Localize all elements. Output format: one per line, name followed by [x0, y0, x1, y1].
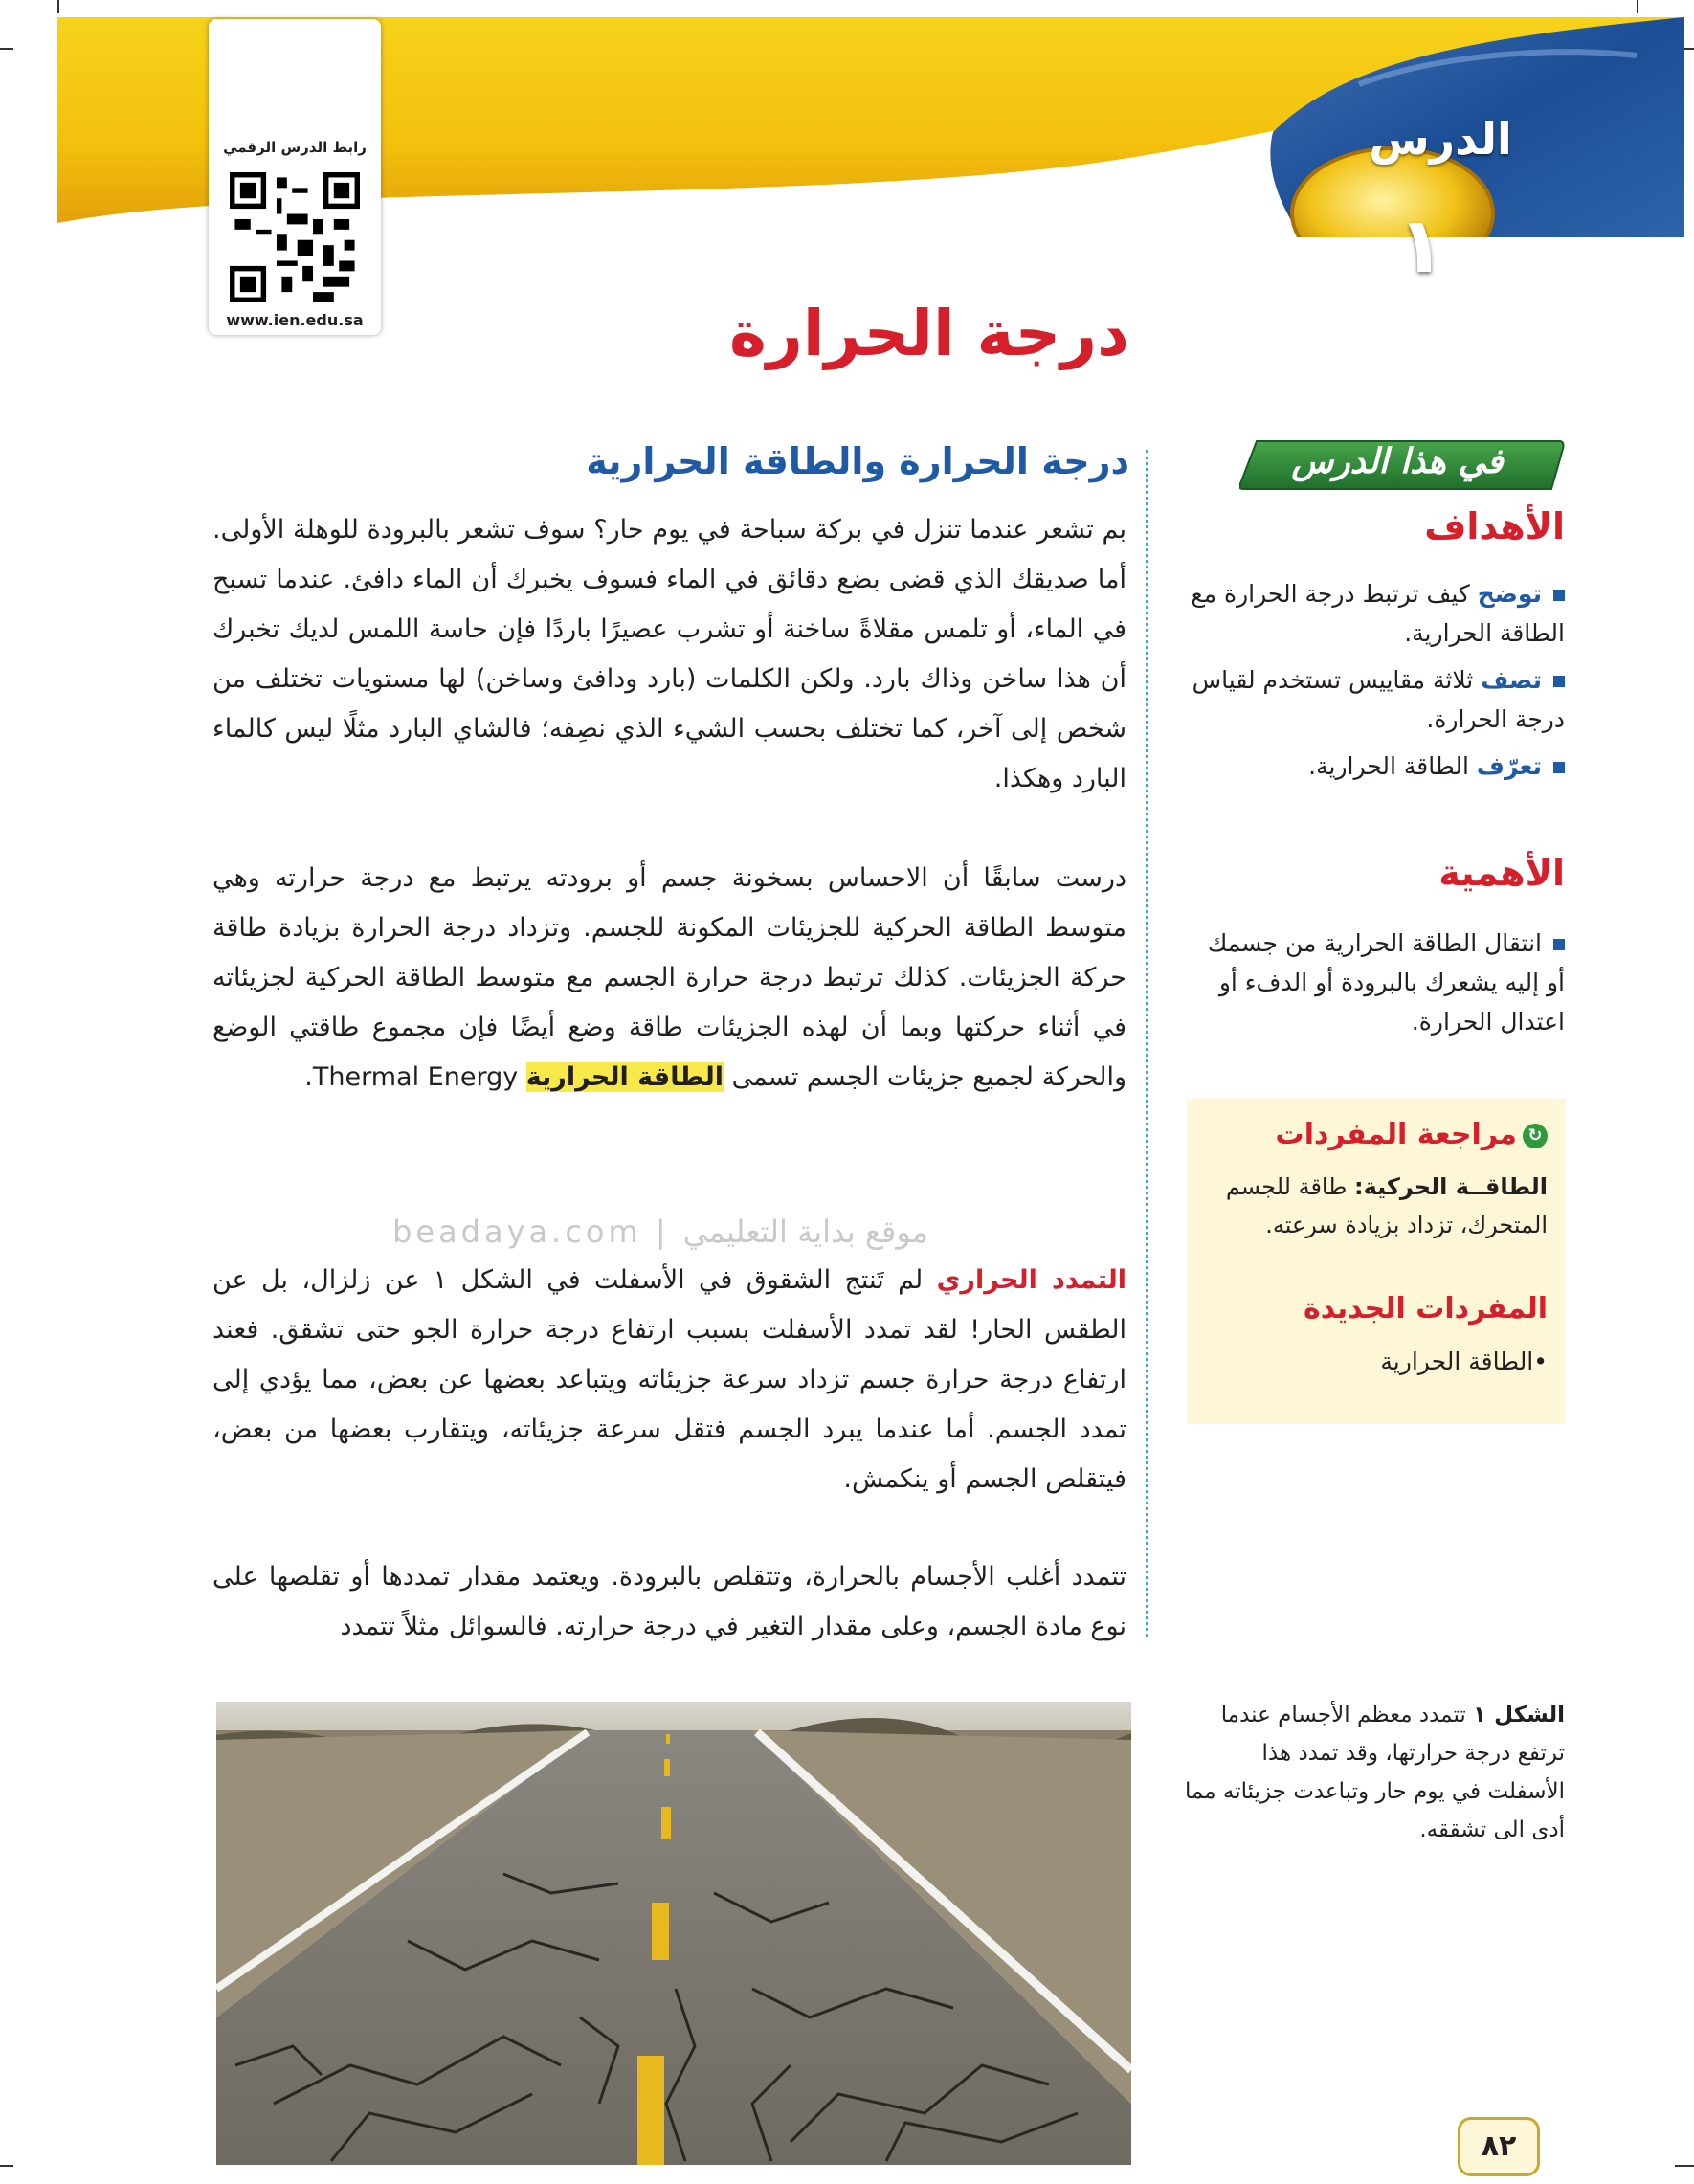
new-vocab-item: •الطاقة الحرارية	[1380, 1348, 1548, 1375]
paragraph-4: تتمدد أغلب الأجسام بالحرارة، وتتقلص بالبرودة. ويعتمد مقدار تمددها أو تقلصها على نوع مادة الجسم، وعلى مقدار التغير في درجة حرارته. فالسوائل مثلاً تتمدد	[212, 1562, 1126, 1641]
qr-label: رابط الدرس الرقمي	[223, 139, 367, 156]
objectives-list	[1182, 574, 1565, 786]
figure-caption: الشكل ١ تتمدد معظم الأجسام عندما ترتفع درجة حرارتها، وقد تمدد هذا الأسفلت في يوم حار وتباعدت جزيئاته مما أدى الى تشققه.	[1184, 1703, 1565, 1842]
paragraph-2: درست سابقًا أن الاحساس بسخونة جسم أو برودته يرتبط مع درجة حرارته وهي متوسط الطاقة الحركية للجزيئات المكونة للجسم. وتزداد درجة الحرارة بزيادة طاقة حركة الجزيئات. كذلك ترتبط درجة حرارة الجسم مع متوسط الطاقة الحركية لجزيئاته في أثناء حركتها وبما أن لهذه الجزيئات طاقة وضع أيضًا فإن مجموع طاقتي الوضع والحركة لجميع جزيئات الجسم تسمى الطاقة الحرارية Thermal Energy.	[212, 863, 1126, 1092]
column-divider	[1146, 450, 1148, 1637]
page-title: درجة الحرارة	[728, 297, 1129, 370]
bullet-icon	[1553, 762, 1565, 773]
qr-code-icon[interactable]	[230, 172, 360, 302]
qr-url[interactable]: www.ien.edu.sa	[226, 311, 364, 329]
paragraph-3: التمدد الحراري لم تَنتج الشقوق في الأسفلت في الشكل ١ عن زلزال، بل عن الطقس الحار! لقد تمدد الأسفلت بسبب ارتفاع درجة حرارة الجو حتى تشقق. فعند ارتفاع درجة حرارة جسم تزداد سرعة جزيئاته ويتباعد بعضها عن بعض، مما يؤدي إلى تمدد الجسم. أما عندما يبرد الجسم فتقل سرعة جزيئاته، ويتقارب بعضها من بعض، فيتقلص الجسم أو ينكمش.	[212, 1265, 1127, 1494]
crop-mark	[1675, 2165, 1694, 2167]
objective-item: تصف ثلاثة مقاييس تستخدم لقياس درجة الحرارة.	[1192, 666, 1565, 733]
cracked-asphalt-road-image	[216, 1702, 1131, 2165]
lesson-number: ١	[1397, 201, 1445, 290]
paragraph-1: بم تشعر عندما تنزل في بركة سباحة في يوم حار؟ سوف تشعر بالبرودة للوهلة الأولى. أما صديقك الذي قضى بضع دقائق في الماء فسوف يخبرك أن الماء دافئ. عندما تسبح في الماء، أو تلمس مقلاةً ساخنة أو تشرب عصيرًا باردًا فإن حاسة اللمس لديك تخبرك أن هذا ساخن وذاك بارد. ولكن الكلمات (بارد ودافئ وساخن) لها مستويات تختلف من شخص إلى آخر، كما تختلف بحسب الشيء الذي نصِفه؛ فالشاي البارد مثلًا ليس كالماء البارد وهكذا.	[212, 515, 1126, 793]
new-vocab-heading: المفردات الجديدة	[1304, 1292, 1548, 1326]
section-heading: درجة الحرارة والطاقة الحرارية	[586, 440, 1129, 482]
figure-label: الشكل ١	[1473, 1703, 1565, 1727]
vocabulary-box	[1187, 1099, 1565, 1424]
crop-mark	[57, 0, 59, 13]
in-this-lesson-label: في هذا الدرس	[1291, 442, 1504, 481]
bullet-icon	[1553, 939, 1565, 950]
lesson-word: الدرس	[1369, 113, 1512, 165]
crop-mark	[1637, 0, 1638, 13]
objective-item: توضح كيف ترتبط درجة الحرارة مع الطاقة الحرارية.	[1191, 580, 1565, 647]
page-number: ٨٢	[1458, 2117, 1540, 2176]
thermal-expansion-term: التمدد الحراري	[936, 1265, 1127, 1295]
vocab-review-definition: الطاقــة الحركية: طاقة للجسم المتحرك، تزداد بزيادة سرعته.	[1225, 1173, 1548, 1238]
vocab-review-heading: ↻مراجعة المفردات	[1203, 1118, 1548, 1151]
importance-heading: الأهمية	[1438, 852, 1565, 894]
objectives-heading: الأهداف	[1424, 505, 1565, 547]
highlighted-term: الطاقة الحرارية	[525, 1062, 724, 1092]
qr-card[interactable]	[209, 19, 381, 335]
crop-mark	[0, 2165, 13, 2167]
importance-text: انتقال الطاقة الحرارية من جسمك أو إليه يشعرك بالبرودة أو الدفء أو اعتدال الحرارة.	[1207, 929, 1565, 1036]
bullet-icon	[1553, 676, 1565, 687]
watermark: beadaya.com | موقع بداية التعليمي	[392, 1214, 928, 1250]
objective-item: تعرّف الطاقة الحرارية.	[1182, 747, 1565, 786]
crop-mark	[0, 48, 13, 50]
bullet-icon	[1553, 590, 1565, 601]
refresh-icon: ↻	[1523, 1124, 1548, 1148]
